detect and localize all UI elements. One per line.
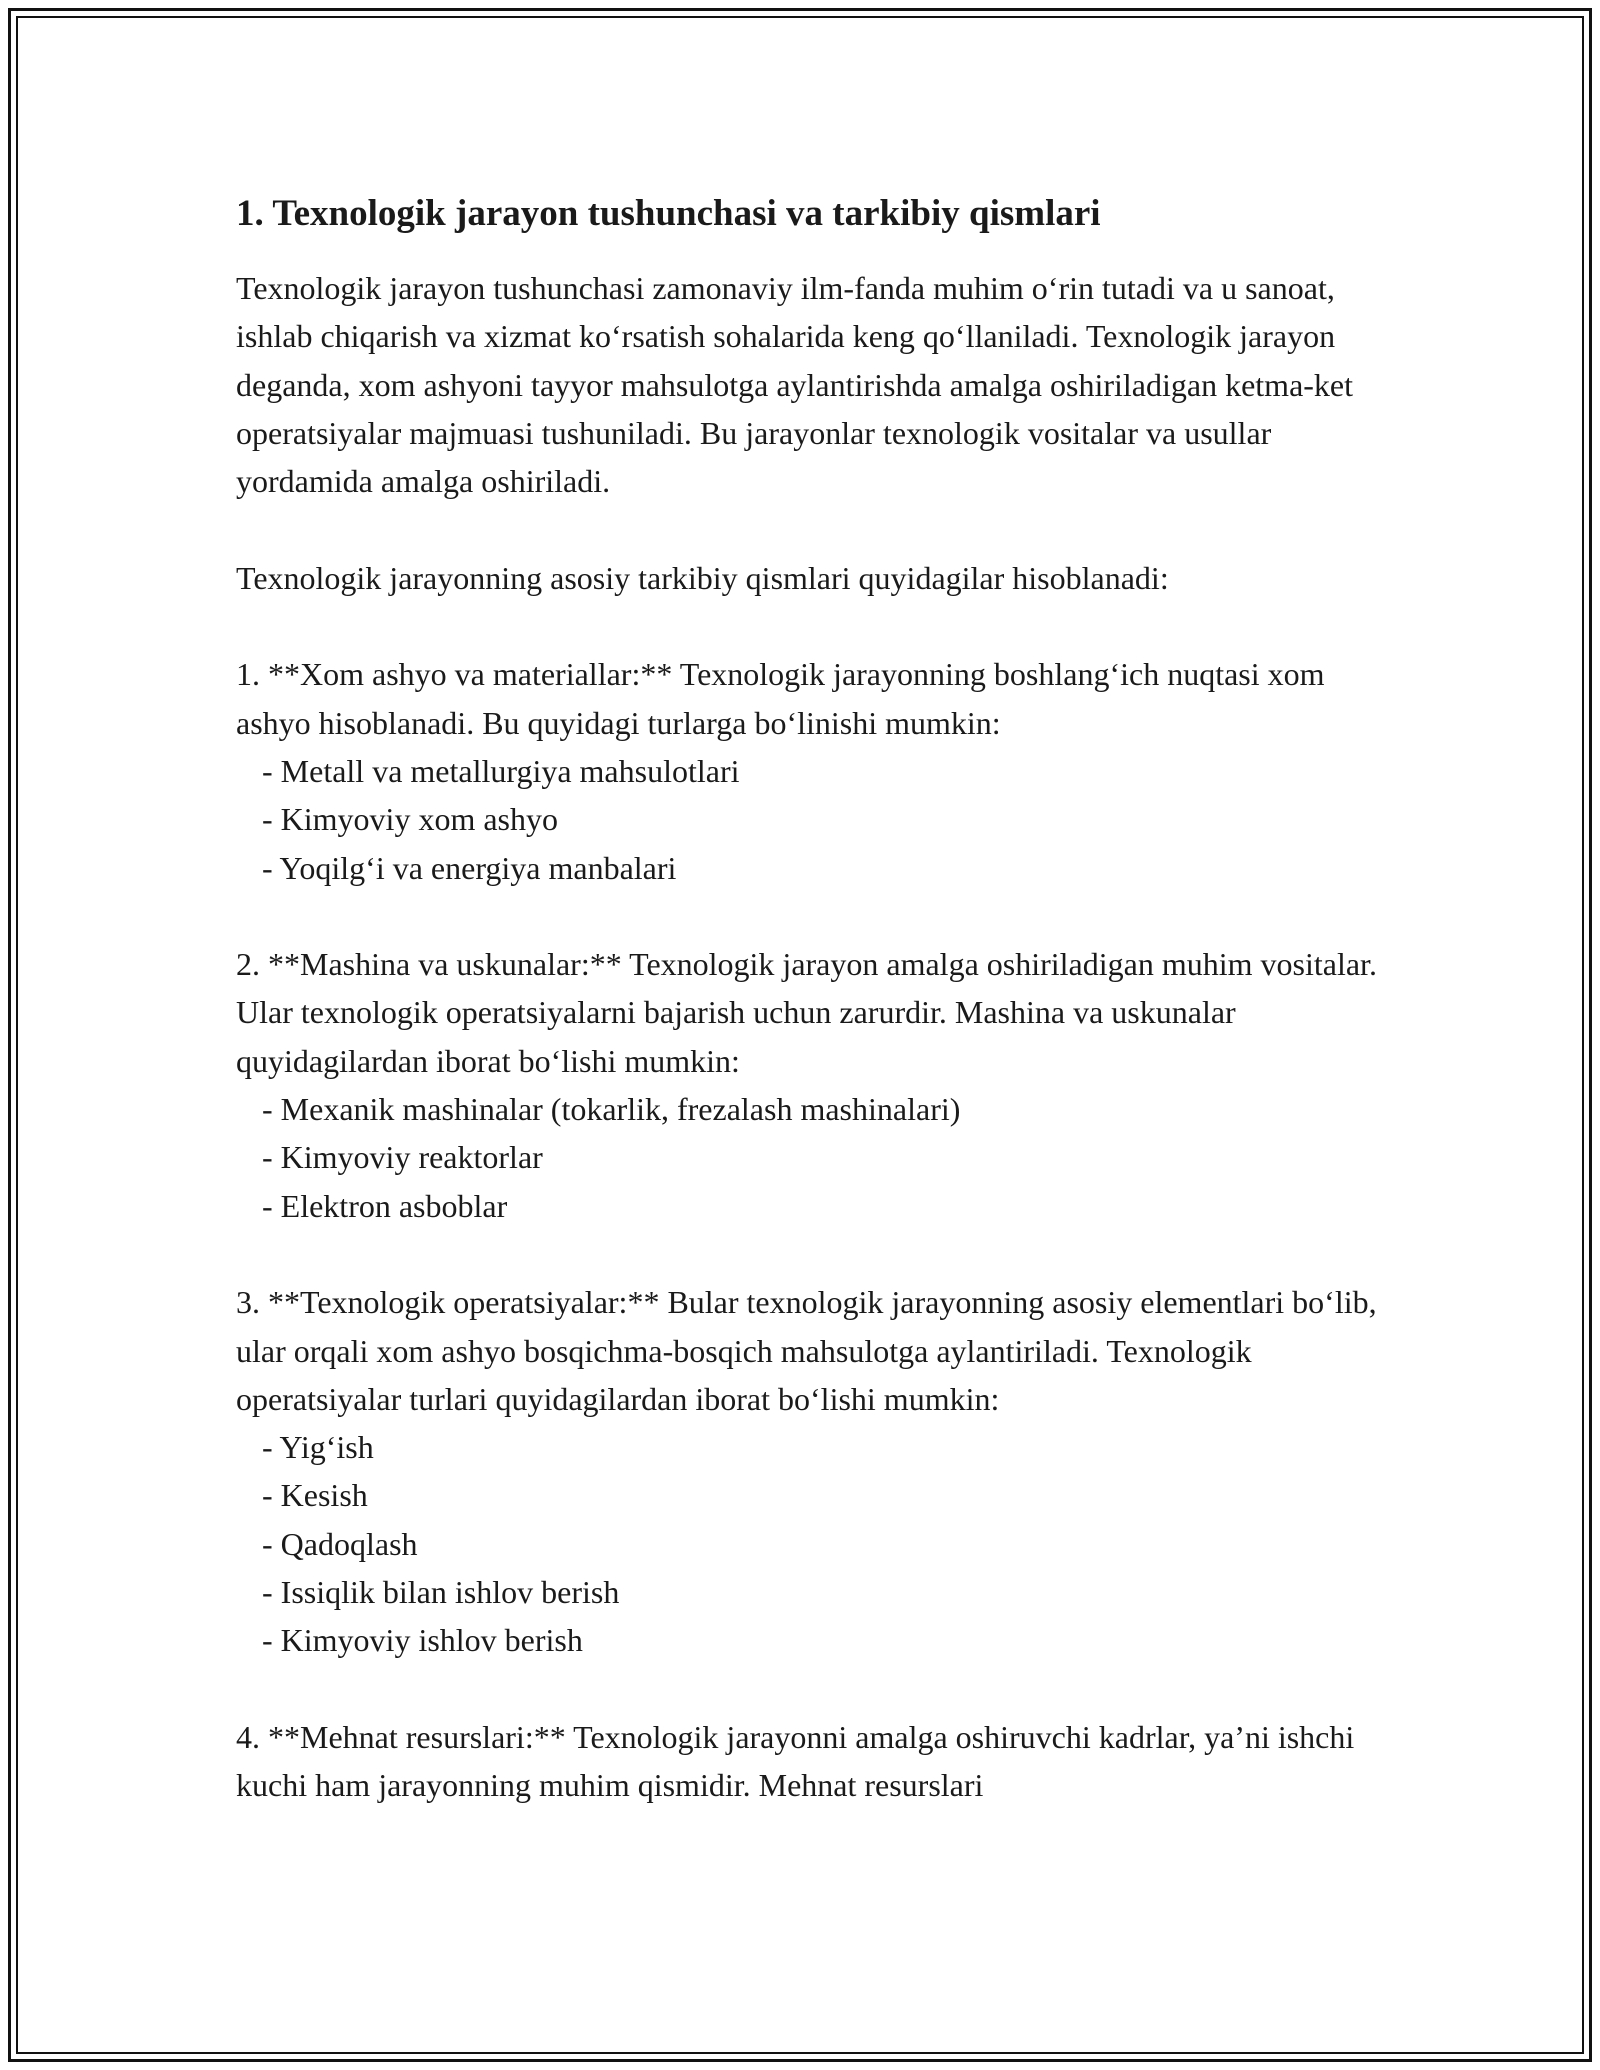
list-item: - Kimyoviy ishlov berish	[262, 1622, 583, 1659]
section-text: 1. **Xom ashyo va materiallar:** Texnologik jarayonning boshlang‘ich nuqtasi xom ashyo hisoblanadi. Bu quyidagi turlarga bo‘linishi mumkin:	[236, 656, 1325, 741]
spacer	[236, 1665, 1386, 1713]
spacer	[236, 1230, 1386, 1278]
list-item: - Kesish	[262, 1477, 368, 1514]
list-item: - Issiqlik bilan ishlov berish	[262, 1574, 620, 1611]
document-body	[236, 186, 1386, 1810]
list-item: - Metall va metallurgiya mahsulotlari	[262, 752, 740, 789]
list-item: - Kimyoviy xom ashyo	[262, 801, 558, 838]
section-1	[236, 650, 1386, 891]
section-text: 3. **Texnologik operatsiyalar:** Bular texnologik jarayonning asosiy elementlari bo‘lib, ular orqali xom ashyo bosqichma-bosqich mahsulotga aylantiriladi. Texnologik operatsiyalar turlari quyidagilardan iborat bo‘lishi mumkin:	[236, 1284, 1377, 1417]
intro-paragraph: Texnologik jarayon tushunchasi zamonaviy ilm-fanda muhim o‘rin tutadi va u sanoat, ishlab chiqarish va xizmat ko‘rsatish sohalarida keng qo‘llaniladi. Texnologik jarayon deganda, xom ashyoni tayyor mahsulotga aylantirishda amalga oshiriladigan ketma-ket operatsiyalar majmuasi tushuniladi. Bu jarayonlar texnologik vositalar va usullar yordamida amalga oshiriladi.	[236, 270, 1354, 500]
section-text: 4. **Mehnat resurslari:** Texnologik jarayonni amalga oshiruvchi kadrlar, ya’ni ishchi kuchi ham jarayonning muhim qismidir. Mehnat resurslari	[236, 1718, 1355, 1804]
list-item: - Qadoqlash	[262, 1525, 418, 1562]
list-item: - Yoqilg‘i va energiya manbalari	[262, 849, 677, 886]
spacer	[236, 602, 1386, 650]
spacer	[236, 505, 1386, 553]
spacer	[236, 892, 1386, 940]
list-item: - Elektron asboblar	[262, 1187, 508, 1224]
list-item: - Mexanik mashinalar (tokarlik, frezalash mashinalari)	[262, 1091, 961, 1128]
section-4	[236, 1713, 1386, 1810]
lead-paragraph: Texnologik jarayonning asosiy tarkibiy qismlari quyidagilar hisoblanadi:	[236, 559, 1169, 596]
list-item: - Yig‘ish	[262, 1429, 374, 1466]
section-heading: 1. Texnologik jarayon tushunchasi va tarkibiy qismlari	[236, 193, 1101, 234]
section-3	[236, 1278, 1386, 1664]
section-text: 2. **Mashina va uskunalar:** Texnologik jarayon amalga oshiriladigan muhim vositalar. Ular texnologik operatsiyalarni bajarish uchun zarurdir. Mashina va uskunalar quyidagilardan iborat bo‘lishi mumkin:	[236, 946, 1377, 1079]
list-item: - Kimyoviy reaktorlar	[262, 1139, 543, 1176]
section-2	[236, 940, 1386, 1230]
